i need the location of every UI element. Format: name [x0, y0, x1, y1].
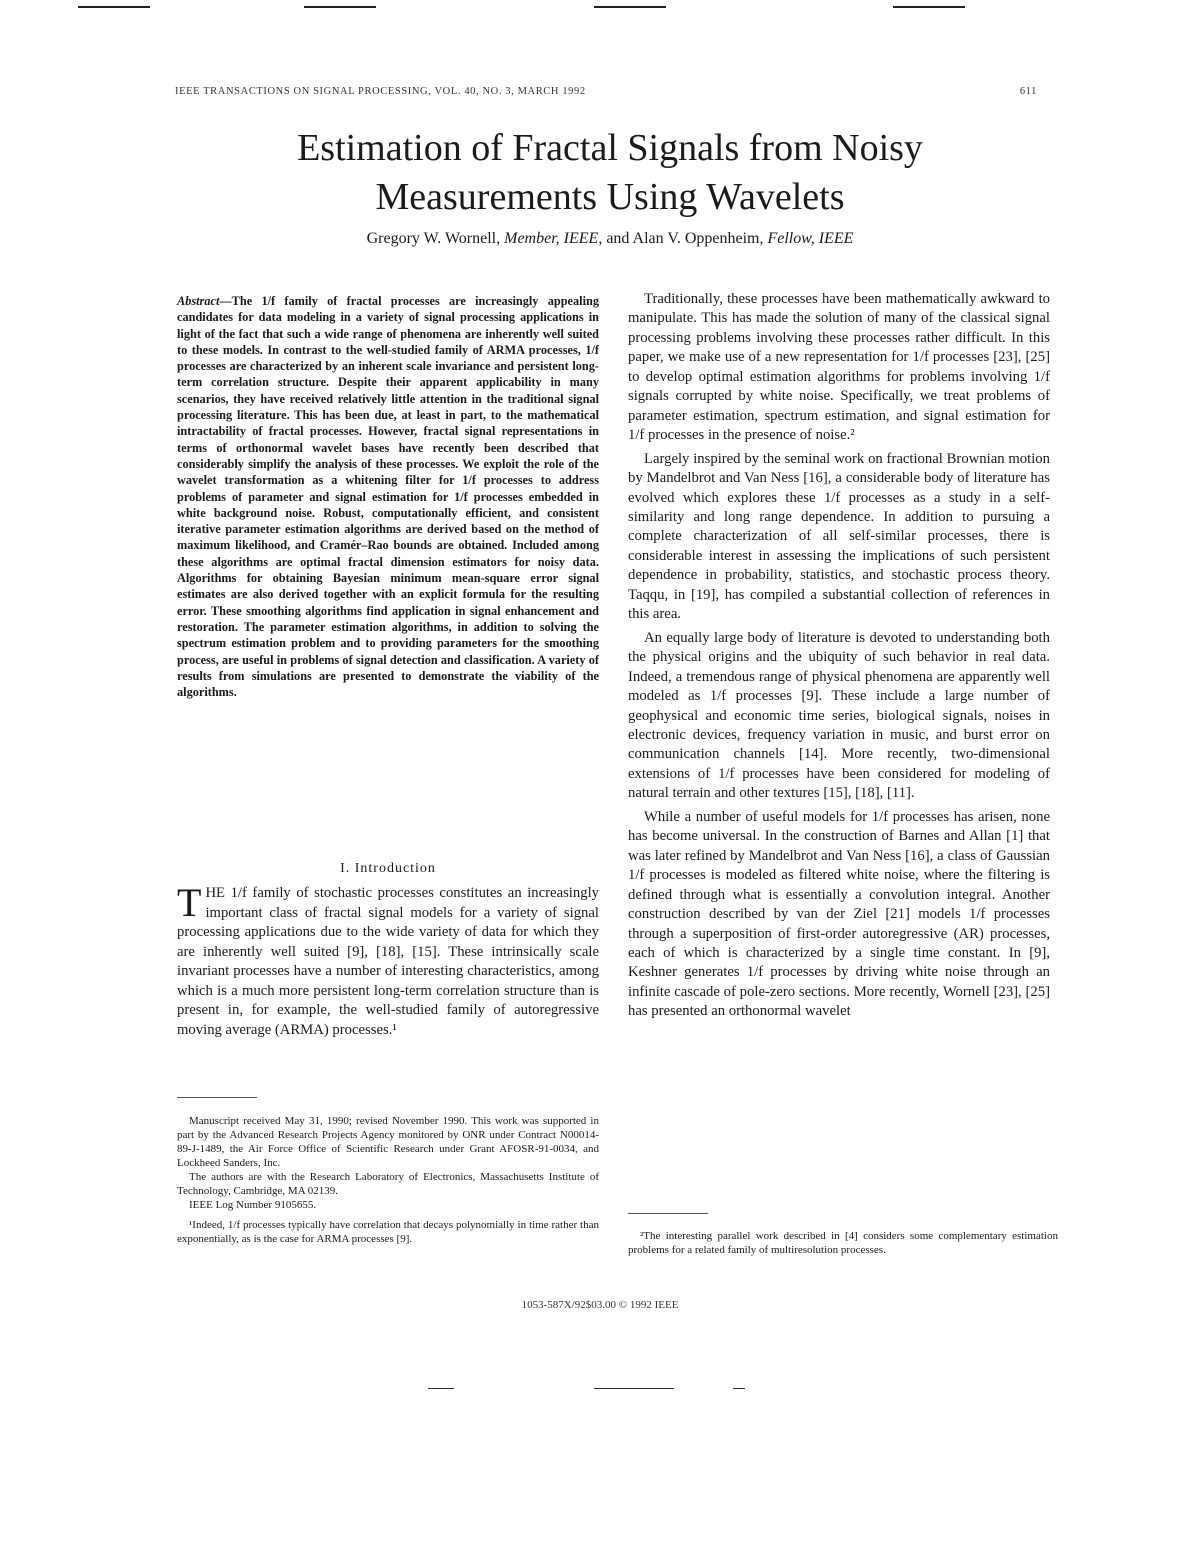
abstract-text: —The 1/f family of fractal processes are increasingly appealing candidates for data modeling in a variety of signal processing applications in light of the fact that such a wide range of phenomena are inherently well suited to these models. In contrast to the well-studied family of ARMA processes, 1/f processes are characterized by an inherent scale invariance and persistent long-term correlation structure. Despite their apparent applicability in many scenarios, they have received relatively little attention in the traditional signal processing literature. This has been due, at least in part, to the mathematical intractability of fractal processes. However, fractal signal representations in terms of orthonormal wavelet bases have recently been described that considerably simplify the analysis of these processes. We exploit the role of the wavelet transformation as a whitening filter for 1/f processes to address problems of parameter and signal estimation for 1/f processes embedded in white background noise. Robust, computationally efficient, and consistent iterative parameter estimation algorithms are derived based on the method of maximum likelihood, and Cramér–Rao bounds are obtained. Included among these algorithms are optimal fractal dimension estimators for noisy data. Algorithms for obtaining Bayesian minimum mean-square error signal estimates are also derived together with an explicit formula for the resulting error. These smoothing algorithms find application in signal enhancement and restoration. The parameter estimation algorithms, in addition to solving the spectrum estimation problem and to providing parameters for the smoothing process, are useful in problems of signal detection and classification. A variety of results from simulations are presented to demonstrate the viability of the algorithms. — [177, 294, 599, 700]
author-1-role: Member, IEEE, — [504, 230, 603, 247]
body-paragraph: Traditionally, these processes have been mathematically awkward to manipulate. This has made the solution of many of the classical signal processing problems involving these processes rather difficult. In this paper, we make use of a new representation for 1/f processes [23], [25] to develop optimal estimation algorithms for problems involving 1/f signals corrupted by white noise. Specifically, we treat problems of parameter estimation, spectrum estimation, and signal estimation for 1/f processes in the presence of noise.² — [628, 291, 1050, 444]
footnote-rule — [628, 1213, 708, 1214]
drop-cap: T — [177, 880, 202, 925]
scan-artifact-line — [428, 1388, 454, 1389]
title-line-2: Measurements Using Wavelets — [375, 176, 845, 218]
scan-artifact-line — [78, 6, 150, 8]
scan-artifact-line — [594, 1388, 674, 1389]
footnote-affiliation: The authors are with the Research Laboratory of Electronics, Massachusetts Institute of Technology, Cambridge, MA 02139. — [177, 1171, 599, 1197]
copyright-line: 1053-587X/92$03.00 © 1992 IEEE — [521, 1299, 679, 1311]
scan-artifact-line — [733, 1388, 745, 1389]
author-line — [150, 230, 1070, 248]
scan-artifact-line — [304, 6, 376, 8]
scan-artifact-line — [893, 6, 965, 8]
body-paragraph: An equally large body of literature is devoted to understanding both the physical origins and the ubiquity of such behavior in real data. Indeed, a tremendous range of physical phenomena are apparently well modeled as 1/f processes [9]. These include a large number of geophysical and economic time series, biological signals, noises in electronic devices, frequency variation in music, and burst error on communication channels [14]. More recently, two-dimensional extensions of 1/f processes have been considered for modeling of natural terrain and other textures [15], [18], [11]. — [628, 629, 1050, 802]
footnote-2: ²The interesting parallel work described in [4] considers some complementary estimation problems for a related family of multiresolution processes. — [628, 1230, 1058, 1256]
page-number: 611 — [1019, 86, 1037, 97]
footnote-rule — [177, 1097, 257, 1098]
right-column-body — [628, 290, 1050, 1022]
abstract-label: Abstract — [177, 294, 220, 308]
intro-paragraph — [177, 880, 599, 1040]
scan-artifact-line — [594, 6, 666, 8]
footnote-1: ¹Indeed, 1/f processes typically have correlation that decays polynomially in time rather than exponentially, as is the case for ARMA processes [9]. — [177, 1219, 599, 1245]
body-paragraph: While a number of useful models for 1/f processes has arisen, none has become universal. In the construction of Barnes and Allan [1] that was later refined by Mandelbrot and Van Ness [16], a class of Gaussian 1/f processes is modeled as filtered white noise, where the filtering is defined through what is essentially a convolution integral. Another construction described by van der Ziel [21] models 1/f processes through a superposition of first-order autoregressive (AR) processes, each of which is characterized by a single time constant. In [9], Keshner generates 1/f processes by driving white noise through an infinite cascade of pole-zero sections. More recently, Wornell [23], [25] has presented an orthonormal wavelet — [628, 808, 1050, 1020]
author-2-role: Fellow, IEEE — [767, 230, 854, 247]
footnote-log-number: IEEE Log Number 9105655. — [189, 1199, 317, 1211]
intro-text: HE 1/f family of stochastic processes constitutes an increasingly important class of fractal signal models for a variety of signal processing applications due to the wide variety of data for which they are inherently well suited [9], [18], [15]. These intrinsically scale invariant processes have a number of interesting characteristics, among which is a much more persistent long-term correlation structure than is present in, for example, the well-studied family of autoregressive moving average (ARMA) processes.¹ — [177, 885, 599, 1038]
body-paragraph: Largely inspired by the seminal work on fractional Brownian motion by Mandelbrot and Van Ness [16], a considerable body of literature has evolved which explores these 1/f processes as a study in a self-similarity and long range dependence. In addition to pursuing a complete characterization of all self-similar processes, there is considerable interest in assessing the implications of such persistent dependence in probability, statistics, and stochastic process theory. Taqqu, in [19], has compiled a substantial collection of references in this area. — [628, 450, 1050, 623]
author-1: Gregory W. Wornell, — [366, 230, 501, 247]
title-line-1: Estimation of Fractal Signals from Noisy — [297, 127, 923, 169]
author-2: and Alan V. Oppenheim, — [606, 230, 764, 247]
footnote-right — [628, 1229, 1058, 1257]
footnote-manuscript: Manuscript received May 31, 1990; revised November 1990. This work was supported in part by the Advanced Research Projects Agency monitored by ONR under Contract N00014-89-J-1489, the Air Force Office of Scientific Research under Grant AFOSR-91-0034, and Lockheed Sanders, Inc. — [177, 1115, 599, 1169]
abstract — [177, 293, 599, 700]
section-heading: I. Introduction — [340, 861, 436, 876]
paper-title — [150, 124, 1070, 222]
journal-header: IEEE TRANSACTIONS ON SIGNAL PROCESSING, VOL. 40, NO. 3, MARCH 1992 — [175, 86, 586, 97]
footnotes-left — [177, 1114, 599, 1246]
